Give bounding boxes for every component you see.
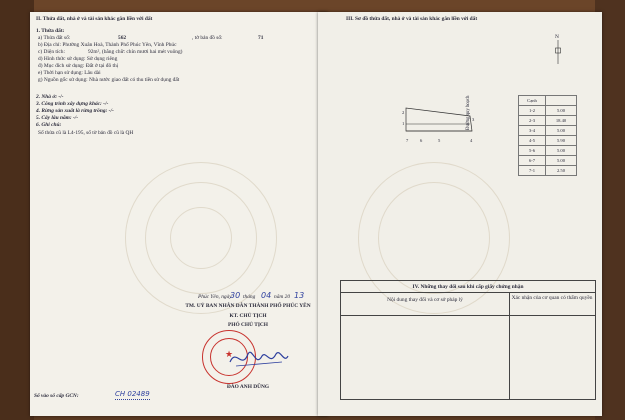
changes-section-box [340, 280, 596, 400]
column-content-header: Nội dung thay đổi và cơ sở pháp lý [387, 297, 463, 303]
forest-line: 4. Rừng sản xuất là rừng trồng: -/- [36, 108, 114, 114]
column-confirm-header: Xác nhận của cơ quan có thẩm quyền [511, 295, 593, 301]
parcel-label: a) Thửa đất số: [38, 35, 71, 41]
length-cell: 5.00 [546, 126, 577, 136]
length-cell: 2.50 [546, 166, 577, 176]
deputy-title: KT. CHỦ TỊCH [229, 313, 267, 319]
construction-line: 3. Công trình xây dựng khác: -/- [36, 101, 109, 107]
length-cell: 5.00 [546, 106, 577, 116]
gcn-number: CH 02489 [115, 390, 150, 398]
edge-length-table [518, 95, 577, 176]
table-row [519, 106, 577, 116]
map-sheet-number: 71 [258, 35, 264, 41]
area-value: 92m², (bằng chữ: chín mươi hai mét vuông) [88, 49, 183, 55]
handwritten-signature [226, 342, 292, 376]
date-month: 04 [261, 291, 272, 300]
table-row [519, 156, 577, 166]
signer-name: ĐÀO ANH DŨNG [226, 384, 270, 390]
house-line: 2. Nhà ở: -/- [36, 94, 64, 100]
edge-cell: 6-7 [519, 156, 546, 166]
point-label: 2 [402, 110, 405, 115]
point-label: 4 [470, 138, 473, 143]
column-divider [509, 292, 510, 399]
edge-cell: 1-2 [519, 106, 546, 116]
date-day: 30 [230, 291, 241, 300]
edge-cell: 3-4 [519, 126, 546, 136]
point-label: 7 [406, 138, 409, 143]
gcn-label: Số vào sổ cấp GCN: [34, 393, 79, 399]
perennial-line: 5. Cây lâu năm: -/- [36, 115, 79, 121]
table-row [519, 126, 577, 136]
watermark-drum-core [170, 207, 232, 269]
table-row [519, 166, 577, 176]
table-header-cell: Cạnh [519, 96, 546, 106]
date-prefix: Phúc Yên, ngày [198, 294, 232, 300]
table-header-cell [546, 96, 577, 106]
north-label: N [555, 34, 559, 40]
section-title: II. Thửa đất, nhà ở và tài sản khác gắn liền với đất [36, 16, 153, 22]
parcel-number: 562 [118, 35, 127, 41]
edge-cell: 2-3 [519, 116, 546, 126]
length-cell: 5.00 [546, 146, 577, 156]
point-label: 6 [420, 138, 423, 143]
star-icon: ★ [224, 350, 234, 360]
date-year: 13 [294, 291, 305, 300]
year-label: năm 20 [274, 294, 291, 300]
section3-title: III. Sơ đồ thửa đất, nhà ở và tài sản khác gắn liền với đất [346, 16, 478, 22]
edge-cell: 4-5 [519, 136, 546, 146]
section4-title: IV. Những thay đổi sau khi cấp giấy chứng nhận [412, 284, 524, 290]
note-text: Số thửa cũ là L4-195, số tờ bản đồ cũ là QH [38, 130, 134, 136]
land-header: 1. Thửa đất: [36, 28, 65, 34]
point-label: 3 [472, 117, 475, 122]
notes-header: 6. Ghi chú: [36, 122, 62, 128]
table-row [519, 136, 577, 146]
area-label: c) Diện tích: [38, 49, 65, 55]
edge-cell: 7-1 [519, 166, 546, 176]
usage-form: d) Hình thức sử dụng: Sử dụng riêng [38, 56, 118, 62]
address-line: b) Địa chỉ: Phường Xuân Hoà, Thành Phố Phúc Yên, Vĩnh Phúc [38, 42, 177, 48]
usage-term: e) Thời hạn sử dụng: Lâu dài [38, 70, 101, 76]
certificate-right-page [318, 12, 602, 416]
month-label: tháng [243, 294, 256, 300]
watermark-drum-inner-right [378, 182, 490, 294]
length-cell: 18.40 [546, 116, 577, 126]
divider [341, 292, 595, 293]
point-label: 1 [402, 121, 405, 126]
table-row [519, 146, 577, 156]
length-cell: 5.90 [546, 136, 577, 146]
usage-purpose: đ) Mục đích sử dụng: Đất ở tại đô thị [38, 63, 119, 69]
table-row [519, 96, 577, 106]
certificate-left-page [30, 12, 328, 416]
table-row [519, 116, 577, 126]
edge-cell: 5-6 [519, 146, 546, 156]
usage-origin: g) Nguồn gốc sử dụng: Nhà nước giao đất có thu tiền sử dụng đất [38, 77, 180, 83]
divider [341, 315, 595, 316]
parcel-diagram [396, 104, 486, 144]
north-arrow-icon [554, 40, 562, 64]
point-label: 5 [438, 138, 441, 143]
road-label: Đường quy hoạch [466, 95, 471, 130]
map-sheet-label: , tờ bản đồ số: [192, 35, 223, 41]
issuing-authority: TM. UỶ BAN NHÂN DÂN THÀNH PHỐ PHÚC YÊN [185, 303, 311, 309]
position-title: PHÓ CHỦ TỊCH [227, 322, 269, 328]
length-cell: 5.00 [546, 156, 577, 166]
desk-left-edge [0, 0, 34, 420]
